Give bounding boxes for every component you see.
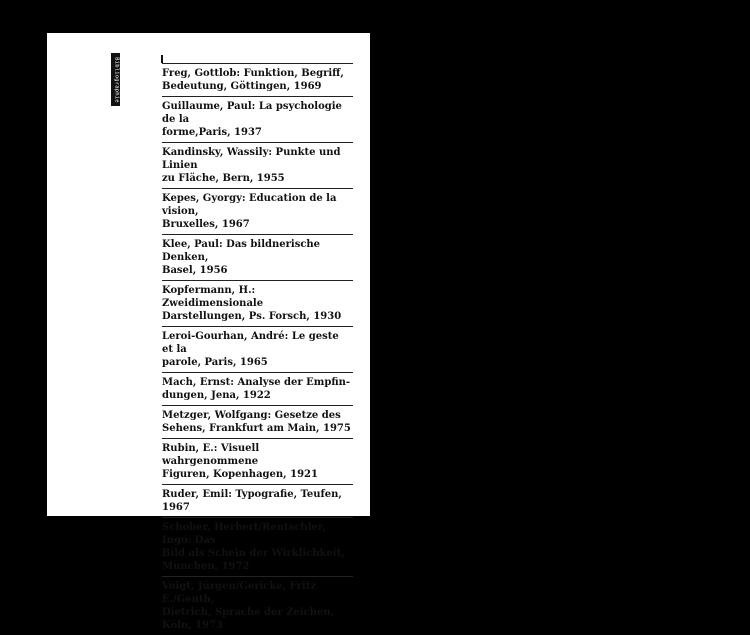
bibliography-entry: Freg, Gottlob: Funktion, Begriff, Bedeutung, Göttingen, 1969 bbox=[162, 64, 353, 97]
bibliography-entry: Schober, Herbert/Rentschler, Ingo: Das Bild als Schein der Wirklichkeit, München, 1972 bbox=[162, 518, 353, 577]
section-marker bbox=[161, 55, 163, 63]
section-tab-label: Bibliographie bbox=[113, 56, 119, 103]
bibliography-entry: Guillaume, Paul: La psychologie de la forme,Paris, 1937 bbox=[162, 97, 353, 143]
bibliography-entry: Mach, Ernst: Analyse der Empfin- dungen, Jena, 1922 bbox=[162, 373, 353, 406]
book-page bbox=[47, 33, 370, 631]
bibliography-entry: Ruder, Emil: Typografie, Teufen, 1967 bbox=[162, 485, 353, 518]
bibliography-entry: Kandinsky, Wassily: Punkte und Linien zu Fläche, Bern, 1955 bbox=[162, 143, 353, 189]
bibliography-entry: Kopfermann, H.: Zweidimensionale Darstellungen, Ps. Forsch, 1930 bbox=[162, 281, 353, 327]
bibliography-list bbox=[162, 63, 353, 635]
bibliography-entry: Kepes, Gyorgy: Education de la vision, Bruxelles, 1967 bbox=[162, 189, 353, 235]
bibliography-entry: Metzger, Wolfgang: Gesetze des Sehens, Frankfurt am Main, 1975 bbox=[162, 406, 353, 439]
bibliography-entry: Rubin, E.: Visuell wahrgenommene Figuren, Kopenhagen, 1921 bbox=[162, 439, 353, 485]
bibliography-entry: Klee, Paul: Das bildnerische Denken, Basel, 1956 bbox=[162, 235, 353, 281]
bibliography-entry: Leroi-Gourhan, André: Le geste et la parole, Paris, 1965 bbox=[162, 327, 353, 373]
section-tab bbox=[111, 53, 120, 106]
bibliography-entry: Voigt, Jürgen/Gericke, Fritz E./Genth, Dietrich, Sprache der Zeichen, Köln, 1973 bbox=[162, 581, 335, 631]
